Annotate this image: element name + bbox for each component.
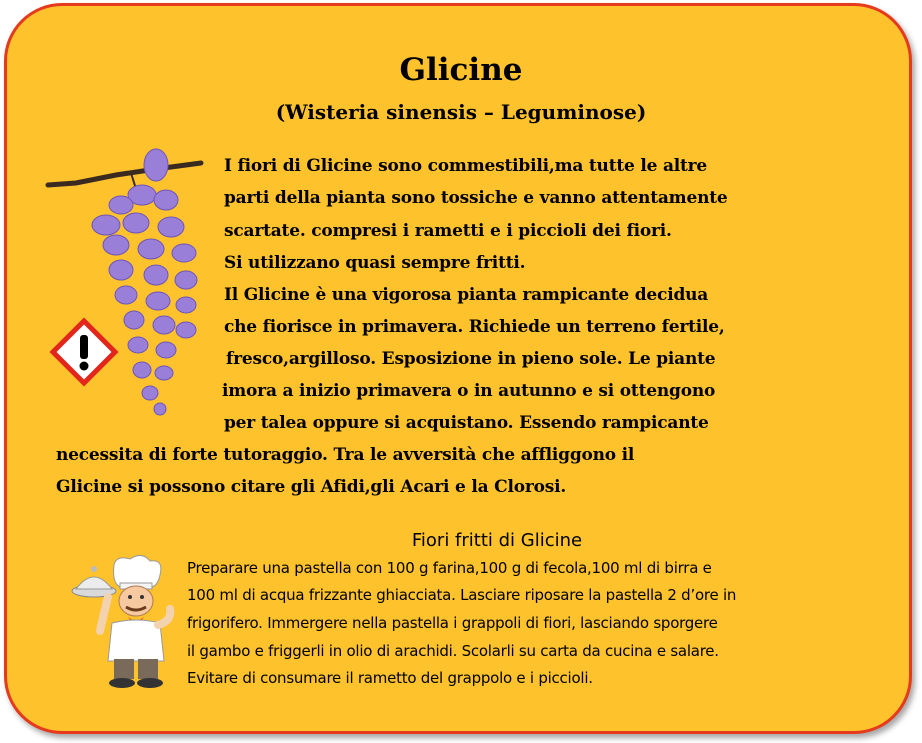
description-line: necessita di forte tutoraggio. Tra le avversità che affliggono il	[56, 445, 635, 465]
page-subtitle: (Wisteria sinensis – Leguminose)	[275, 100, 647, 124]
recipe-line: Preparare una pastella con 100 g farina,100 g di fecola,100 ml di birra e	[187, 559, 712, 577]
description-line: fresco,argilloso. Esposizione in pieno sole. Le piante	[226, 349, 716, 369]
description-line: che fiorisce in primavera. Richiede un terreno fertile,	[224, 317, 725, 337]
recipe-line: Evitare di consumare il rametto del grappolo e i piccioli.	[187, 669, 593, 687]
description-line: parti della pianta sono tossiche e vanno attentamente	[224, 188, 728, 208]
description-line: Il Glicine è una vigorosa pianta rampicante decidua	[224, 285, 709, 305]
page-title: Glicine	[399, 52, 523, 88]
recipe-line: il gambo e friggerli in olio di arachidi. Scolarli su carta da cucina e salare.	[187, 642, 719, 660]
description-line: Si utilizzano quasi sempre fritti.	[224, 253, 526, 273]
toxic-warning-icon	[51, 319, 117, 385]
description-line: I fiori di Glicine sono commestibili,ma tutte le altre	[224, 156, 708, 176]
chef-icon	[72, 561, 182, 689]
recipe-line: frigorifero. Immergere nella pastella i grappoli di fiori, lasciando sporgere	[187, 614, 718, 632]
description-line: per talea oppure si acquistano. Essendo rampicante	[224, 413, 709, 433]
recipe-title: Fiori fritti di Glicine	[411, 530, 583, 551]
description-line: scartate. compresi i rametti e i piccioli dei fiori.	[224, 221, 672, 241]
recipe-line: 100 ml di acqua frizzante ghiacciata. Lasciare riposare la pastella 2 d’ore in	[187, 586, 737, 604]
description-line: imora a inizio primavera o in autunno e si ottengono	[222, 381, 716, 401]
description-line: Glicine si possono citare gli Afidi,gli Acari e la Clorosi.	[56, 477, 567, 497]
